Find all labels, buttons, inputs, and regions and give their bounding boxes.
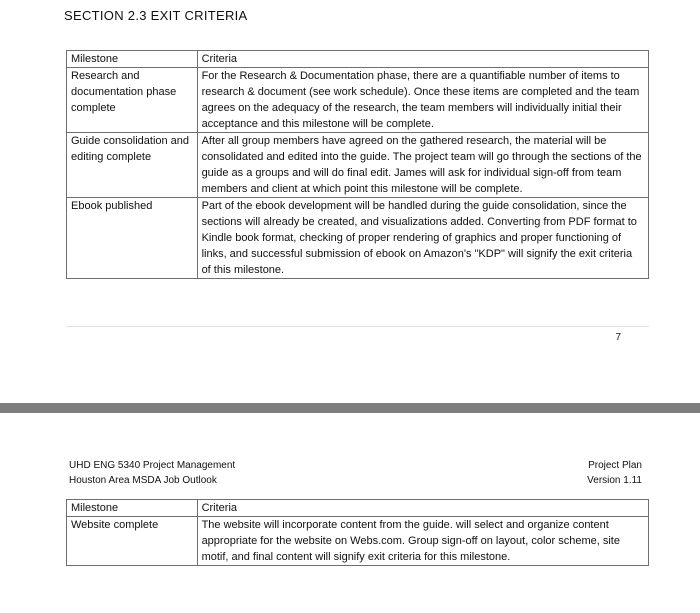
milestone-cell: Website complete [67, 517, 198, 566]
exit-criteria-table-continued [66, 499, 649, 566]
document-version: Version 1.11 [587, 475, 642, 486]
running-header-right [587, 458, 642, 488]
footer-rule [66, 326, 649, 327]
project-title: Houston Area MSDA Job Outlook [69, 475, 217, 486]
criteria-cell: Part of the ebook development will be handled during the guide consolidation, since the sections will already be created, and visualizations added. Converting from PDF format to Kindle book format, checking of proper rendering of graphics and proper functioning of links, and successful submission of ebook on Amazon's "KDP" will signify the exit criteria of this milestone. [197, 198, 648, 279]
criteria-cell: For the Research & Documentation phase, there are a quantifiable number of items to research & document (see work schedule). Once these items are completed and the team agrees on the adequacy of the research, the team members will individually initial their acceptance and this milestone will be complete. [197, 68, 648, 133]
table-header-row [67, 51, 649, 68]
table-row [67, 133, 649, 198]
milestone-header: Milestone [67, 500, 198, 517]
criteria-header: Criteria [197, 51, 648, 68]
milestone-cell: Guide consolidation and editing complete [67, 133, 198, 198]
exit-criteria-table [66, 50, 649, 279]
milestone-cell: Ebook published [67, 198, 198, 279]
running-header-left [69, 458, 235, 488]
document-type: Project Plan [588, 460, 642, 471]
page-number: 7 [615, 332, 621, 343]
criteria-cell: After all group members have agreed on the gathered research, the material will be consolidated and edited into the guide. The project team will go through the sections of the guide as a groups and will do final edit. James will ask for individual sign-off from team members and client at which point this milestone will be complete. [197, 133, 648, 198]
table-row [67, 68, 649, 133]
table-row [67, 198, 649, 279]
table-header-row [67, 500, 649, 517]
criteria-header: Criteria [197, 500, 648, 517]
table-row [67, 517, 649, 566]
milestone-header: Milestone [67, 51, 198, 68]
milestone-cell: Research and documentation phase complete [67, 68, 198, 133]
section-title: SECTION 2.3 EXIT CRITERIA [64, 8, 248, 23]
page-divider [0, 403, 700, 413]
criteria-cell: The website will incorporate content from the guide. will select and organize content appropriate for the website on Webs.com. Group sign-off on layout, color scheme, site motif, and final content will signify exit criteria for this milestone. [197, 517, 648, 566]
document-page-2 [0, 413, 700, 613]
course-title: UHD ENG 5340 Project Management [69, 460, 236, 471]
